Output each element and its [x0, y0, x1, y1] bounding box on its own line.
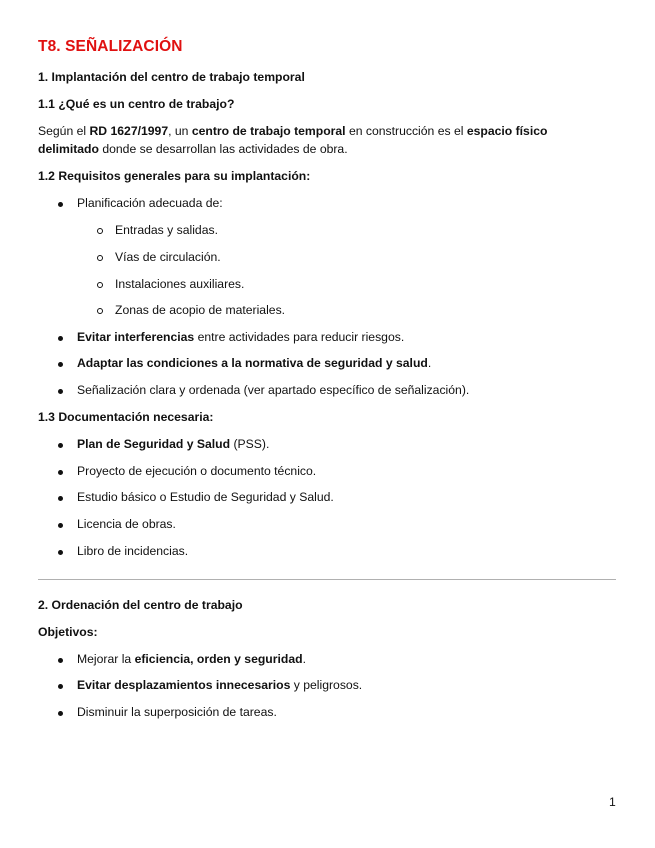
bullet-icon	[58, 443, 63, 448]
section-2-heading: 2. Ordenación del centro de trabajo	[38, 598, 243, 612]
bullet-icon	[58, 470, 63, 475]
objectives-heading: Objetivos:	[38, 625, 98, 639]
bullet-icon	[58, 202, 63, 207]
bullet-icon	[58, 496, 63, 501]
circle-bullet-icon	[97, 308, 103, 314]
document-title: T8. SEÑALIZACIÓN	[38, 38, 183, 55]
section-1-heading: 1. Implantación del centro de trabajo temporal	[38, 70, 305, 84]
bullet-icon	[58, 684, 63, 689]
horizontal-divider	[38, 579, 616, 580]
bullet-icon	[58, 362, 63, 367]
section-1-2-heading: 1.2 Requisitos generales para su implantación:	[38, 169, 311, 183]
bullet-icon	[58, 336, 63, 341]
section-1-1-heading: 1.1 ¿Qué es un centro de trabajo?	[38, 97, 235, 111]
bullet-icon	[58, 523, 63, 528]
circle-bullet-icon	[97, 228, 103, 234]
bullet-icon	[58, 658, 63, 663]
page-number: 1	[609, 795, 616, 809]
definition-line-1: Según el RD 1627/1997, un centro de trabajo temporal en construcción es el espacio físico	[38, 124, 548, 138]
bullet-icon	[58, 389, 63, 394]
section-1-3-heading: 1.3 Documentación necesaria:	[38, 410, 214, 424]
circle-bullet-icon	[97, 255, 103, 261]
document-page: T8. SEÑALIZACIÓN 1. Implantación del centro de trabajo temporal 1.1 ¿Qué es un centro de trabajo? Según el RD 1627/1997, un centro de trabajo temporal en construcción es el espacio físico delimitado donde se desarrollan las actividades de obra. 1.2 Requisitos generales para su implantación: Planificación adecuada de: Entradas y salidas. Vías de circulación. Instalaciones auxiliares. Zonas de acopio de materiales. Evitar interferencias entre actividades para reducir riesgos. Adaptar las condiciones a la normativa de seguridad y salud. Señalización clara y ordenada (ver apartado específico de señalización). 1.3 Documentación necesaria: Plan de Seguridad y Salud (PSS). Proyecto de ejecución o documento técnico. Estudio básico o Estudio de Seguridad y Salud. Licencia de obras. Libro de incidencias. 2. Ordenación del centro de trabajo Objetivos: Mejorar la eficiencia, orden y seguridad. Evitar desplazamientos innecesarios y peligrosos. Disminuir la superposición de tareas. 1	[38, 38, 616, 809]
circle-bullet-icon	[97, 282, 103, 288]
definition-line-2: delimitado donde se desarrollan las actividades de obra.	[38, 142, 348, 156]
bullet-icon	[58, 711, 63, 716]
bullet-icon	[58, 550, 63, 555]
